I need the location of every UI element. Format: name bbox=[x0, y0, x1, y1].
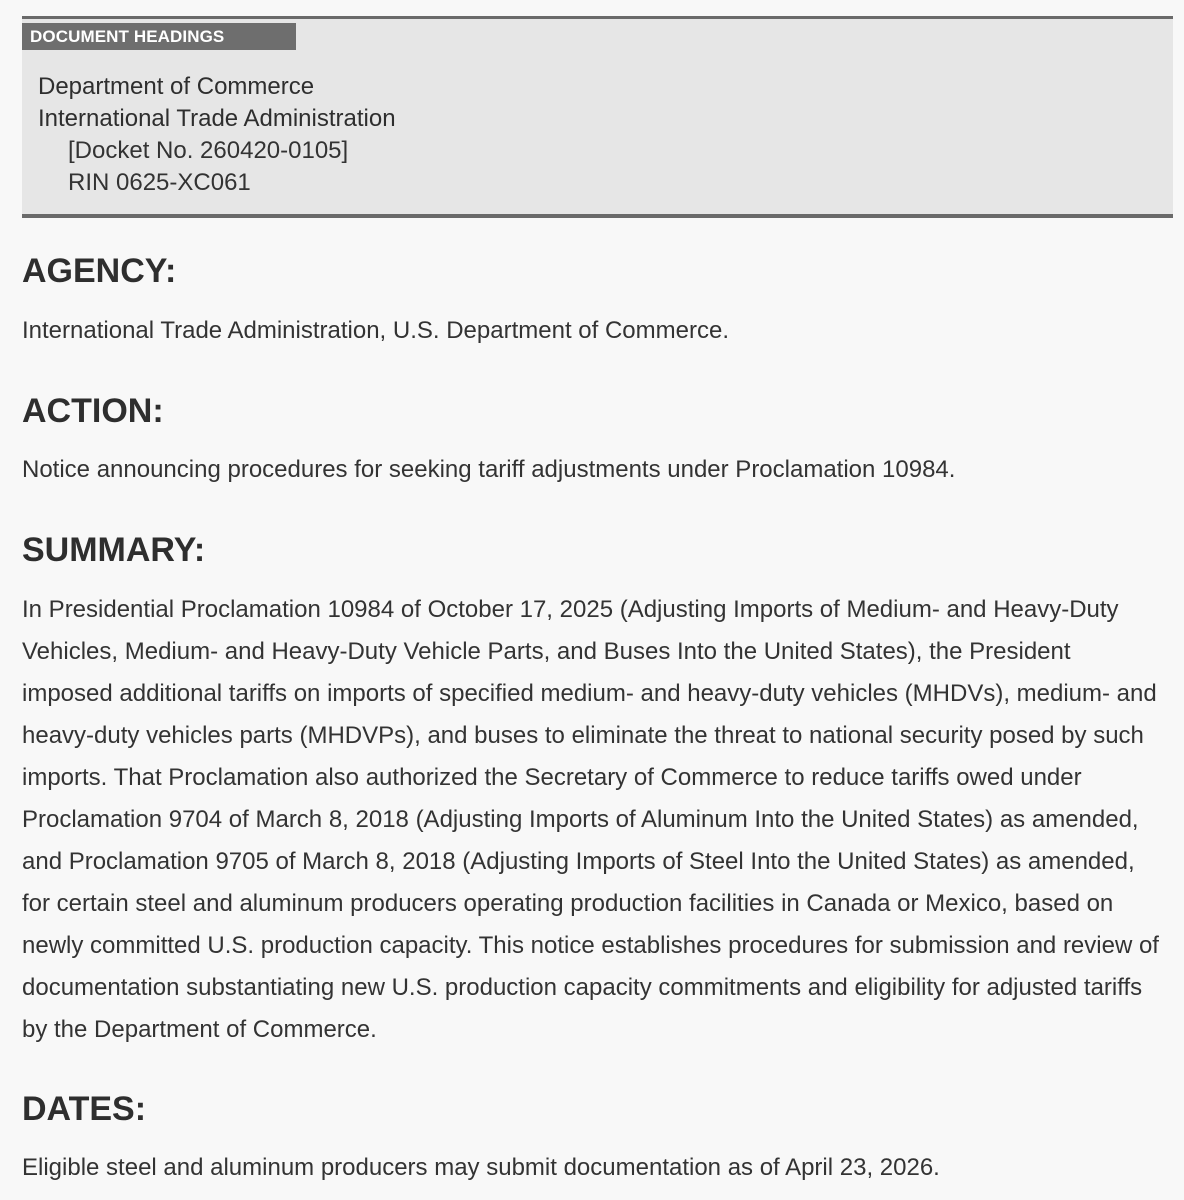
dates-title: DATES: bbox=[22, 1090, 147, 1128]
summary-title: SUMMARY: bbox=[22, 531, 206, 569]
dates-text: Eligible steel and aluminum producers may submit documentation as of April 23, 2026. bbox=[22, 1154, 940, 1181]
action-title: ACTION: bbox=[22, 392, 164, 430]
agency-text: International Trade Administration, U.S. Department of Commerce. bbox=[22, 317, 729, 344]
document-headings-tab: DOCUMENT HEADINGS bbox=[22, 23, 296, 50]
document-headings-box bbox=[22, 16, 1173, 218]
administration-name: International Trade Administration bbox=[38, 105, 396, 132]
rin-number: RIN 0625-XC061 bbox=[68, 169, 251, 196]
department-name: Department of Commerce bbox=[38, 73, 315, 100]
docket-number: [Docket No. 260420-0105] bbox=[68, 137, 349, 164]
action-text: Notice announcing procedures for seeking tariff adjustments under Proclamation 10984. bbox=[22, 456, 956, 483]
agency-title: AGENCY: bbox=[22, 252, 177, 290]
summary-text: In Presidential Proclamation 10984 of October 17, 2025 (Adjusting Imports of Medium- and Heavy-Duty Vehicles, Medium- and Heavy-Duty Vehicle Parts, and Buses Into the United States), the President imposed additional tariffs on imports of specified medium- and heavy-duty vehicles (MHDVs), medium- and heavy-duty vehicles parts (MHDVPs), and buses to eliminate the threat to national security posed by such imports. That Proclamation also authorized the Secretary of Commerce to reduce tariffs owed under Proclamation 9704 of March 8, 2018 (Adjusting Imports of Aluminum Into the United States) as amended, and Proclamation 9705 of March 8, 2018 (Adjusting Imports of Steel Into the United States) as amended, for certain steel and aluminum producers operating production facilities in Canada or Mexico, based on newly committed U.S. production capacity. This notice establishes procedures for submission and review of documentation substantiating new U.S. production capacity commitments and eligibility for adjusted tariffs by the Department of Commerce. bbox=[22, 596, 1159, 1043]
